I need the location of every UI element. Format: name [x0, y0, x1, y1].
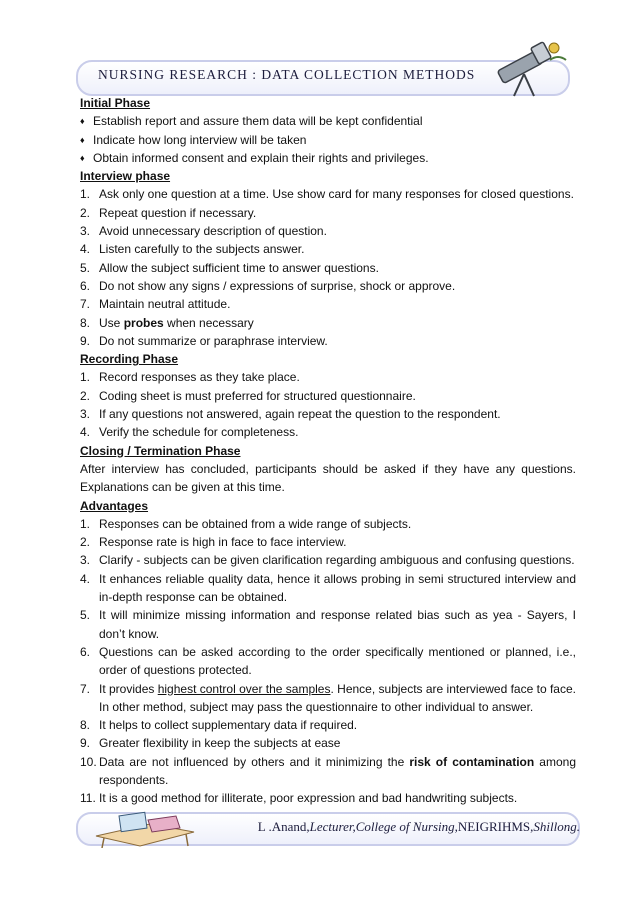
- closing-paragraph: After interview has concluded, participants should be asked if they have any questions. Explanations can be given at this time.: [80, 461, 576, 495]
- list-item-number: 4.: [80, 242, 91, 257]
- list-item-text: Responses can be obtained from a wide range of subjects.: [99, 516, 412, 531]
- list-item-text: Establish report and assure them data will be kept confidential: [93, 114, 423, 129]
- text-segment: Use: [99, 315, 124, 330]
- footer-place: Shillong.: [533, 819, 580, 834]
- heading-advantages: Advantages: [80, 498, 149, 513]
- list-item-text: It will minimize missing information and response related bias such as yea - Sayers, I don’t know.: [99, 608, 576, 641]
- list-item-number: 6.: [80, 278, 91, 293]
- list-item-number: 7.: [80, 681, 91, 696]
- list-item: [80, 423, 576, 441]
- list-item-number: 6.: [80, 644, 91, 659]
- telescope-clipart-icon: [490, 38, 570, 98]
- list-item-number: 2.: [80, 205, 91, 220]
- text-segment: It provides: [99, 681, 158, 696]
- footer-org: NEIGRIHMS,: [457, 819, 534, 834]
- list-item: [80, 222, 576, 240]
- list-item-number: 7.: [80, 297, 91, 312]
- list-item: [80, 753, 576, 790]
- heading-interview-phase: Interview phase: [80, 169, 171, 184]
- list-item-text: Response rate is high in face to face interview.: [99, 535, 347, 550]
- footer-role: Lecturer,College of Nursing,: [309, 819, 458, 834]
- list-item-number: 5.: [80, 260, 91, 275]
- list-item-number: 11.: [80, 791, 96, 806]
- list-item-number: 1.: [80, 187, 91, 202]
- list-item-number: 4.: [80, 425, 91, 440]
- list-item-text: [99, 755, 576, 787]
- page-title: NURSING RESEARCH : DATA COLLECTION METHODS: [98, 67, 476, 82]
- list-item-text: Questions can be asked according to the order specifically mentioned or planned, i.e., order of questions protected.: [99, 644, 576, 678]
- list-item-text: Indicate how long interview will be taken: [93, 132, 307, 147]
- bold-term: probes: [123, 315, 164, 330]
- list-item-text: Maintain neutral attitude.: [99, 297, 231, 312]
- list-item-text: It helps to collect supplementary data if required.: [99, 718, 358, 733]
- diamond-bullet-icon: ♦: [80, 152, 85, 163]
- list-item: [80, 259, 576, 277]
- list-item-number: 2.: [80, 388, 91, 403]
- list-item-text: Record responses as they take place.: [99, 370, 300, 385]
- list-item-number: 4.: [80, 571, 91, 586]
- list-item: [80, 643, 576, 680]
- list-item-number: 8.: [80, 718, 91, 733]
- list-item-number: 1.: [80, 516, 91, 531]
- list-item-text: Coding sheet is must preferred for structured questionnaire.: [99, 388, 416, 403]
- list-item: [80, 716, 576, 734]
- list-item-text: Obtain informed consent and explain their rights and privileges.: [93, 150, 429, 165]
- heading-initial-phase: Initial Phase: [80, 96, 151, 110]
- list-item-number: 9.: [80, 736, 91, 751]
- list-item: [80, 314, 576, 332]
- list-item-text: Greater flexibility in keep the subjects at ease: [99, 736, 341, 751]
- list-item: [80, 734, 576, 752]
- desk-clipart-icon: [90, 806, 200, 848]
- list-item-text: If any questions not answered, again repeat the question to the respondent.: [99, 407, 501, 422]
- diamond-bullet-icon: ♦: [80, 134, 85, 145]
- list-item: [80, 606, 576, 643]
- list-item: [80, 789, 576, 807]
- footer-author: L .Anand,: [257, 819, 310, 834]
- list-item-number: 3.: [80, 553, 91, 568]
- list-item: [80, 551, 576, 569]
- list-item-number: 8.: [80, 315, 91, 330]
- list-item-number: 3.: [80, 224, 91, 239]
- list-item: [80, 185, 576, 203]
- list-item-text: Do not show any signs / expressions of surprise, shock or approve.: [99, 278, 456, 293]
- list-item-number: 10.: [80, 754, 97, 769]
- list-item-number: 1.: [80, 370, 91, 385]
- document-body: [80, 94, 576, 808]
- list-item-text: Clarify - subjects can be given clarification regarding ambiguous and confusing questions.: [99, 553, 575, 568]
- footer-credit: [258, 819, 580, 835]
- underlined-term: highest control over the samples: [157, 681, 331, 696]
- list-item: [80, 515, 576, 533]
- list-item-text: Allow the subject sufficient time to answer questions.: [99, 260, 379, 275]
- list-item: [80, 368, 576, 386]
- list-item: [80, 149, 576, 167]
- text-segment: Data are not influenced by others and it minimizing the: [99, 754, 410, 769]
- list-item-number: 5.: [80, 608, 91, 623]
- list-item-number: 9.: [80, 333, 91, 348]
- list-item: [80, 277, 576, 295]
- list-item: [80, 295, 576, 313]
- list-item-text: Repeat question if necessary.: [99, 205, 257, 220]
- heading-closing-phase: Closing / Termination Phase: [80, 443, 241, 458]
- list-item: [80, 204, 576, 222]
- list-item-text: It enhances reliable quality data, hence it allows probing in semi structured interview and in-depth response can be obtained.: [99, 571, 576, 605]
- text-segment: . Hence, subjects are interviewed face to face. In other method, subject may pass the questionnaire to other individual to answer.: [99, 681, 576, 714]
- list-item: [80, 332, 576, 350]
- list-item: [80, 533, 576, 551]
- list-item-number: 3.: [80, 407, 91, 422]
- list-item-text: It is a good method for illiterate, poor expression and bad handwriting subjects.: [99, 791, 518, 806]
- list-item-text: Ask only one question at a time. Use show card for many responses for closed questions.: [99, 187, 574, 202]
- list-item: [80, 240, 576, 258]
- list-item-text: Listen carefully to the subjects answer.: [99, 242, 305, 257]
- list-item: [80, 112, 576, 130]
- list-item: [80, 387, 576, 405]
- list-item-text: Do not summarize or paraphrase interview.: [99, 333, 328, 348]
- list-item: [80, 680, 576, 717]
- list-item: [80, 405, 576, 423]
- list-item-text: [99, 316, 254, 330]
- list-item: [80, 570, 576, 607]
- list-item-text: Avoid unnecessary description of question.: [99, 224, 327, 239]
- diamond-bullet-icon: ♦: [80, 116, 85, 127]
- text-segment: among respondents.: [99, 754, 576, 787]
- text-segment: when necessary: [163, 315, 254, 330]
- list-item-text: [99, 682, 576, 714]
- list-item-text: Verify the schedule for completeness.: [99, 425, 299, 440]
- list-item: [80, 131, 576, 149]
- heading-recording-phase: Recording Phase: [80, 352, 179, 367]
- bold-term: risk of contamination: [409, 754, 535, 769]
- list-item-number: 2.: [80, 535, 91, 550]
